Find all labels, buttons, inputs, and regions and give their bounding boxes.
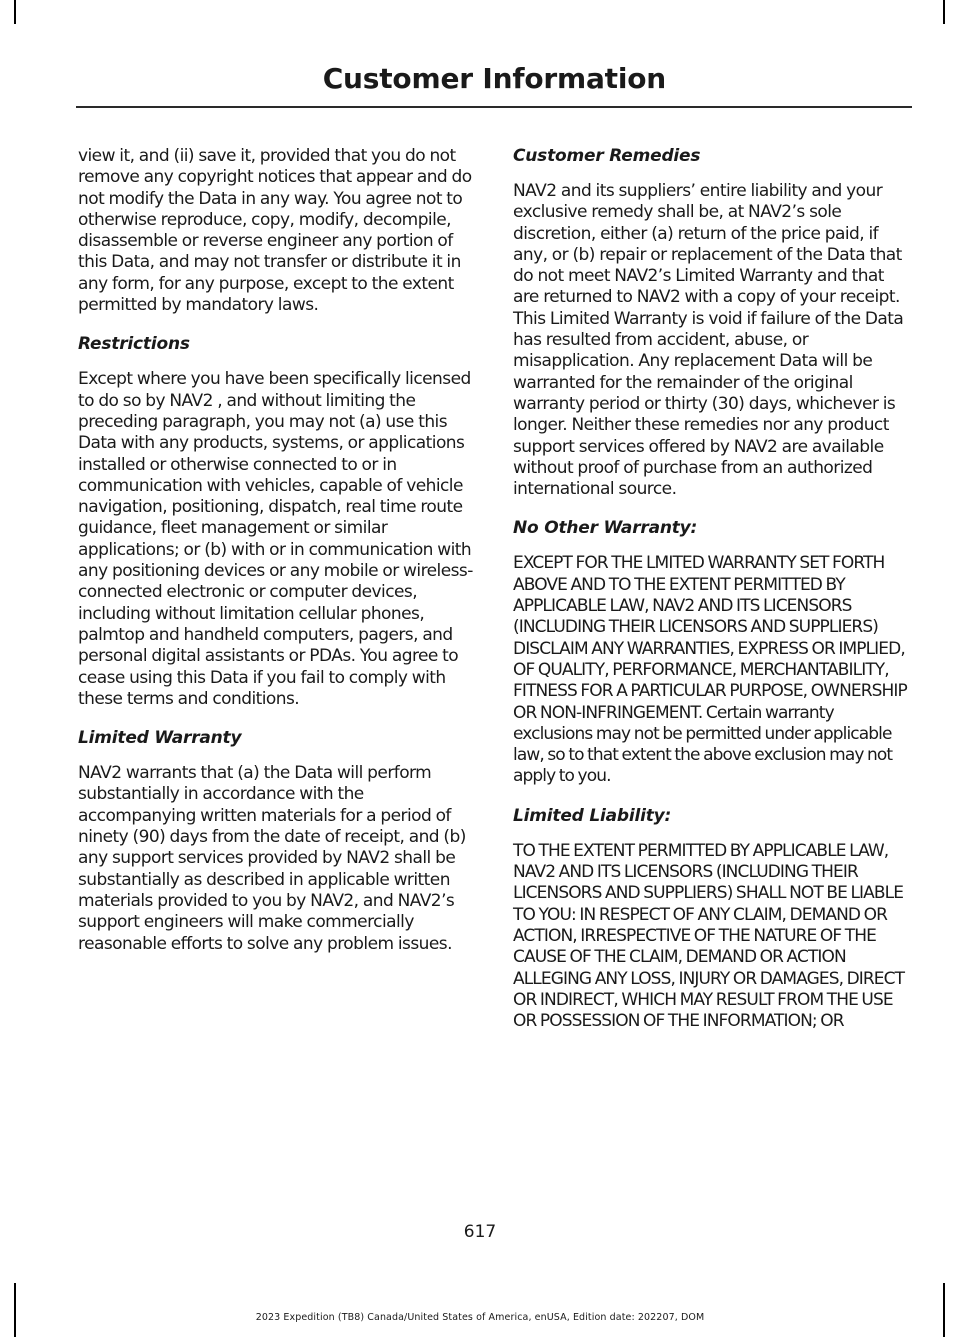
heading-restrictions: Restrictions [78,334,190,355]
paragraph-copy-terms: view it, and (ii) save it, provided that you do not remove any copyright notices that appear and do not modify the Data in any way. You agree not to otherwise reproduce, copy, modify, decompile, disassemble or reverse engineer any portion of this Data, and may not transfer or distribute it in any form, for any purpose, except to the extent permitted by mandatory laws. [78,146,472,316]
page-title: Customer Information [322,62,666,95]
paragraph-customer-remedies: NAV2 and its suppliers’ entire liability and your exclusive remedy shall be, at NAV2’s sole discretion, either (a) return of the price paid, if any, or (b) repair or replacement of the Data that do not meet NAV2’s Limited Warranty and that are returned to NAV2 with a copy of your receipt. This Limited Warranty is void if failure of the Data has resulted from accident, abuse, or misapplication. Any replacement Data will be warranted for the remainder of the original warranty period or thirty (30) days, whichever is longer. Neither these remedies nor any product support services offered by NAV2 are available without proof of purchase from an authorized international source. [513,181,904,500]
page-number: 617 [463,1222,497,1242]
heading-customer-remedies: Customer Remedies [513,146,701,166]
crop-mark [943,0,945,24]
heading-no-other-warranty: No Other Warranty: [513,518,698,539]
paragraph-limited-liability: TO THE EXTENT PERMITTED BY APPLICABLE LAW, NAV2 AND ITS LICENSORS (INCLUDING THEIR LICENSORS AND SUPPLIERS) SHALL NOT BE LIABLE TO YOU: IN RESPECT OF ANY CLAIM, DEMAND OR ACTION, IRRESPECTIVE OF THE NATURE OF THE CAUSE OF THE CLAIM, DEMAND OR ACTION ALLEGING ANY LOSS, INJURY OR DAMAGES, DIRECT OR INDIRECT, WHICH MAY RESULT FROM THE USE OR POSSESSION OF THE INFORMATION; OR [513,840,905,1032]
footer-edition-info: 2023 Expedition (TB8) Canada/United States of America, enUSA, Edition date: 202207, DOM [255,1312,705,1323]
left-column [78,146,476,973]
paragraph-restrictions: Except where you have been specifically licensed to do so by NAV2 , and without limiting the preceding paragraph, you may not (a) use this Data with any products, systems, or applications installed or otherwise connected to or in communication with vehicles, capable of vehicle navigation, positioning, dispatch, real time route guidance, fleet management or similar applications; or (b) with or in communication with any positioning devices or any mobile or wireless-connected electronic or computer devices, including without limitation cellular phones, palmtop and handheld computers, pagers, and personal digital assistants or PDAs. You agree to cease using this Data if you fail to comply with these terms and conditions. [78,369,473,709]
heading-limited-liability: Limited Liability: [513,805,672,826]
paragraph-no-other-warranty: EXCEPT FOR THE LMITED WARRANTY SET FORTH ABOVE AND TO THE EXTENT PERMITTED BY APPLICABLE LAW, NAV2 AND ITS LICENSORS (INCLUDING THEIR LICENSORS AND SUPPLIERS) DISCLAIM ANY WARRANTIES, EXPRESS OR IMPLIED, OF QUALITY, PERFORMANCE, MERCHANTABILITY, FITNESS FOR A PARTICULAR PURPOSE, OWNERSHIP OR NON-INFRINGEMENT. Certain warranty exclusions may not be permitted under applicable law, so to that extent the above exclusion may not apply to you. [513,553,907,787]
crop-mark [943,1283,945,1337]
right-column [513,146,911,1050]
header-divider [76,106,912,108]
crop-mark [14,1283,16,1337]
crop-mark [14,0,16,24]
paragraph-limited-warranty: NAV2 warrants that (a) the Data will perform substantially in accordance with the accompanying written materials for a period of ninety (90) days from the date of receipt, and (b) any support services provided by NAV2 shall be substantially as described in applicable written materials provided to you by NAV2, and NAV2’s support engineers will make commercially reasonable efforts to solve any problem issues. [78,763,466,954]
heading-limited-warranty: Limited Warranty [78,728,242,749]
